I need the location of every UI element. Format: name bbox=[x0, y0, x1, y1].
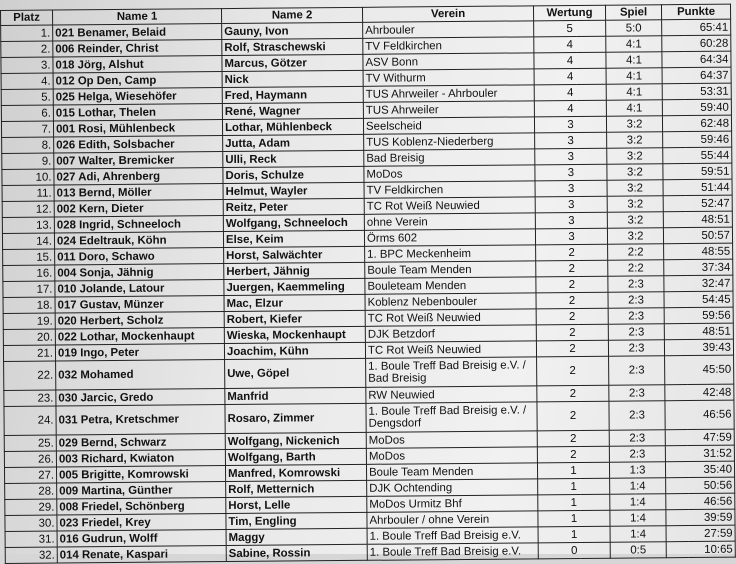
punkte-cell: 54:45 bbox=[664, 291, 733, 308]
punkte-cell: 50:56 bbox=[666, 477, 735, 494]
verein-line: Bad Breisig bbox=[366, 151, 425, 165]
spiel-cell: 5:0 bbox=[606, 20, 662, 36]
platz-cell: 6. bbox=[1, 105, 53, 121]
punkte-cell: 39:59 bbox=[666, 509, 735, 526]
name1-cell: 019 Ingo, Peter bbox=[55, 344, 224, 361]
name1-cell: 003 Richard, Kwiaton bbox=[56, 450, 225, 467]
spiel-cell: 2:2 bbox=[608, 244, 664, 260]
verein-line-2: Bad Breisig bbox=[368, 372, 427, 385]
verein-line: MoDos Urmitz Bhf bbox=[369, 497, 462, 511]
name1-cell: 015 Lothar, Thelen bbox=[53, 104, 222, 121]
header-wertung: Wertung bbox=[533, 5, 605, 21]
punkte-cell: 64:34 bbox=[662, 51, 731, 68]
verein-line: TC Rot Weiß Neuwied bbox=[366, 199, 480, 213]
platz-cell: 18. bbox=[3, 297, 55, 313]
spiel-cell: 3:2 bbox=[607, 228, 663, 244]
wertung-cell: 2 bbox=[536, 260, 608, 277]
spiel-cell: 2:3 bbox=[609, 446, 665, 462]
spiel-cell: 3:2 bbox=[607, 212, 663, 228]
spiel-cell: 2:2 bbox=[608, 260, 664, 276]
name2-cell: Jutta, Adam bbox=[223, 134, 364, 151]
spiel-cell: 3:2 bbox=[607, 148, 663, 164]
verein-line: TUS Ahrweiler bbox=[365, 103, 439, 117]
punkte-cell: 55:44 bbox=[663, 147, 732, 164]
wertung-cell: 3 bbox=[535, 196, 607, 213]
verein-cell bbox=[366, 386, 537, 403]
punkte-cell: 10:65 bbox=[666, 541, 735, 558]
verein-line: TUS Ahrweiler - Ahrbouler bbox=[365, 87, 498, 101]
name2-cell: Doris, Schulze bbox=[223, 166, 364, 183]
platz-cell: 22. bbox=[4, 361, 56, 390]
name1-cell: 017 Gustav, Münzer bbox=[55, 296, 224, 313]
name2-cell: Horst, Lelle bbox=[226, 496, 367, 513]
name2-cell: Helmut, Wayler bbox=[223, 182, 364, 199]
platz-cell: 23. bbox=[4, 390, 56, 406]
name1-cell: 004 Sonja, Jähnig bbox=[55, 264, 224, 281]
header-verein: Verein bbox=[362, 6, 533, 22]
name2-cell: Rolf, Metternich bbox=[226, 480, 367, 497]
name2-cell: Else, Keim bbox=[223, 230, 364, 247]
verein-cell bbox=[363, 21, 534, 38]
name1-cell: 014 Renate, Kaspari bbox=[57, 546, 226, 563]
verein-cell bbox=[367, 527, 538, 544]
verein-line: DJK Ochtending bbox=[369, 481, 453, 495]
verein-line-2: Dengsdorf bbox=[368, 417, 422, 430]
header-platz: Platz bbox=[1, 10, 53, 25]
verein-line: TV Feldkirchen bbox=[366, 183, 444, 197]
name2-cell: René, Wagner bbox=[222, 102, 363, 119]
verein-line: MoDos bbox=[368, 433, 405, 447]
verein-line: Bouleteam Menden bbox=[367, 279, 467, 293]
header-name2: Name 2 bbox=[221, 7, 362, 23]
name1-cell: 030 Jarcic, Gredo bbox=[56, 389, 225, 406]
verein-line: Koblenz Nebenbouler bbox=[367, 295, 478, 309]
name2-cell: Sabine, Rossin bbox=[226, 544, 367, 561]
name2-cell: Juergen, Kaemmeling bbox=[224, 278, 365, 295]
name1-cell: 031 Petra, Kretschmer bbox=[56, 405, 225, 435]
verein-cell bbox=[363, 101, 534, 118]
name1-cell: 008 Friedel, Schönberg bbox=[57, 498, 226, 515]
verein-line: Ahrbouler / ohne Verein bbox=[369, 513, 490, 527]
wertung-cell: 0 bbox=[538, 542, 610, 559]
platz-cell: 4. bbox=[1, 73, 53, 89]
name1-cell: 005 Brigitte, Komrowski bbox=[56, 466, 225, 483]
name2-cell: Fred, Haymann bbox=[222, 86, 363, 103]
name1-cell: 002 Kern, Dieter bbox=[54, 200, 223, 217]
spiel-cell: 3:2 bbox=[607, 196, 663, 212]
verein-line: Örms 602 bbox=[366, 231, 418, 245]
spiel-cell: 1:4 bbox=[610, 478, 666, 494]
verein-cell bbox=[363, 53, 534, 70]
verein-cell bbox=[365, 245, 536, 262]
punkte-cell: 45:50 bbox=[665, 355, 734, 385]
punkte-cell: 47:59 bbox=[665, 429, 734, 446]
verein-cell bbox=[363, 69, 534, 86]
verein-line: TUS Koblenz-Niederberg bbox=[366, 135, 494, 149]
platz-cell: 20. bbox=[3, 329, 55, 345]
spiel-cell: 2:3 bbox=[608, 308, 664, 324]
name2-cell: Rolf, Straschewski bbox=[222, 38, 363, 55]
verein-cell bbox=[365, 325, 536, 342]
spiel-cell: 4:1 bbox=[606, 36, 662, 52]
verein-line: RW Neuwied bbox=[368, 388, 435, 402]
verein-cell bbox=[363, 85, 534, 102]
name1-cell: 009 Martina, Günther bbox=[57, 482, 226, 499]
verein-cell bbox=[365, 261, 536, 278]
results-body bbox=[1, 19, 736, 563]
verein-cell bbox=[364, 149, 535, 166]
spiel-cell: 3:2 bbox=[607, 180, 663, 196]
punkte-cell: 42:48 bbox=[665, 384, 734, 401]
name1-cell: 013 Bernd, Möller bbox=[54, 184, 223, 201]
spiel-cell: 2:3 bbox=[608, 276, 664, 292]
verein-line: 1. Boule Treff Bad Breisig e.V. / bbox=[368, 404, 527, 418]
spiel-cell: 3:2 bbox=[606, 116, 662, 132]
verein-line: 1. Boule Treff Bad Breisig e.V. / bbox=[368, 359, 526, 373]
name2-cell: Maggy bbox=[226, 528, 367, 545]
name1-cell: 021 Benamer, Belaid bbox=[53, 24, 222, 41]
punkte-cell: 52:47 bbox=[663, 195, 732, 212]
name1-cell: 022 Lothar, Mockenhaupt bbox=[55, 328, 224, 345]
punkte-cell: 59:56 bbox=[664, 307, 733, 324]
spiel-cell: 1:4 bbox=[610, 494, 666, 510]
name2-cell: Robert, Kiefer bbox=[224, 310, 365, 327]
header-spiel: Spiel bbox=[605, 5, 661, 20]
platz-cell: 14. bbox=[2, 233, 54, 249]
name1-cell: 023 Friedel, Krey bbox=[57, 514, 226, 531]
verein-cell bbox=[365, 341, 536, 358]
platz-cell: 12. bbox=[2, 201, 54, 217]
punkte-cell: 60:28 bbox=[662, 35, 731, 52]
verein-cell bbox=[365, 293, 536, 310]
platz-cell: 25. bbox=[4, 435, 56, 451]
platz-cell: 26. bbox=[4, 451, 56, 467]
punkte-cell: 64:37 bbox=[662, 67, 731, 84]
punkte-cell: 48:55 bbox=[664, 243, 733, 260]
name1-cell: 024 Edeltrauk, Köhn bbox=[54, 232, 223, 249]
verein-line: MoDos bbox=[366, 167, 403, 181]
verein-line: 1. BPC Meckenheim bbox=[367, 247, 472, 261]
name1-cell: 032 Mohamed bbox=[56, 360, 225, 390]
verein-cell bbox=[367, 495, 538, 512]
punkte-cell: 53:31 bbox=[662, 83, 731, 100]
platz-cell: 1. bbox=[1, 25, 53, 41]
wertung-cell: 5 bbox=[534, 20, 606, 37]
wertung-cell: 3 bbox=[535, 212, 607, 229]
verein-cell bbox=[364, 133, 535, 150]
punkte-cell: 48:51 bbox=[664, 323, 733, 340]
punkte-cell: 32:47 bbox=[664, 275, 733, 292]
name1-cell: 020 Herbert, Scholz bbox=[55, 312, 224, 329]
verein-line: DJK Betzdorf bbox=[367, 327, 436, 341]
name2-cell: Mac, Elzur bbox=[224, 294, 365, 311]
wertung-cell: 4 bbox=[534, 36, 606, 53]
punkte-cell: 39:43 bbox=[664, 339, 733, 356]
wertung-cell: 3 bbox=[535, 164, 607, 181]
spiel-cell: 2:3 bbox=[609, 385, 665, 401]
punkte-cell: 37:34 bbox=[664, 259, 733, 276]
wertung-cell: 2 bbox=[536, 308, 608, 325]
verein-line: 1. Boule Treff Bad Breisig e.V. bbox=[369, 544, 522, 559]
platz-cell: 24. bbox=[4, 406, 56, 435]
name1-cell: 029 Bernd, Schwarz bbox=[56, 434, 225, 451]
wertung-cell: 2 bbox=[536, 292, 608, 309]
name2-cell: Manfrid bbox=[225, 387, 366, 404]
verein-line: TC Rot Weiß Neuwied bbox=[367, 343, 482, 357]
wertung-cell: 1 bbox=[538, 478, 610, 495]
verein-line: ASV Bonn bbox=[365, 55, 419, 69]
name1-cell: 001 Rosi, Mühlenbeck bbox=[53, 120, 222, 137]
spiel-cell: 4:1 bbox=[606, 68, 662, 84]
wertung-cell: 2 bbox=[537, 401, 609, 431]
punkte-cell: 46:56 bbox=[665, 400, 734, 430]
wertung-cell: 4 bbox=[534, 68, 606, 85]
name2-cell: Marcus, Götzer bbox=[222, 54, 363, 71]
platz-cell: 27. bbox=[4, 467, 56, 483]
spiel-cell: 2:3 bbox=[609, 430, 665, 446]
platz-cell: 32. bbox=[5, 547, 57, 563]
name2-cell: Wolfgang, Nickenich bbox=[225, 432, 366, 449]
name1-cell: 011 Doro, Schawo bbox=[55, 248, 224, 265]
punkte-cell: 65:41 bbox=[662, 19, 731, 36]
name2-cell: Joachim, Kühn bbox=[224, 342, 365, 359]
verein-cell bbox=[365, 277, 536, 294]
verein-cell bbox=[366, 431, 537, 448]
spiel-cell: 4:1 bbox=[606, 84, 662, 100]
name2-cell: Herbert, Jähnig bbox=[224, 262, 365, 279]
name2-cell: Gauny, Ivon bbox=[222, 22, 363, 39]
platz-cell: 30. bbox=[5, 515, 57, 531]
platz-cell: 9. bbox=[2, 153, 54, 169]
verein-cell bbox=[366, 357, 537, 387]
platz-cell: 31. bbox=[5, 531, 57, 547]
name2-cell: Nick bbox=[222, 70, 363, 87]
verein-line: Ahrbouler bbox=[365, 23, 415, 37]
name1-cell: 025 Helga, Wiesehöfer bbox=[53, 88, 222, 105]
wertung-cell: 2 bbox=[536, 276, 608, 293]
name1-cell: 010 Jolande, Latour bbox=[55, 280, 224, 297]
verein-cell bbox=[366, 402, 537, 432]
name2-cell: Ulli, Reck bbox=[223, 150, 364, 167]
verein-line: TV Feldkirchen bbox=[365, 39, 442, 53]
header-name1: Name 1 bbox=[53, 9, 222, 25]
name2-cell: Wolfgang, Schneeloch bbox=[223, 214, 364, 231]
platz-cell: 28. bbox=[5, 483, 57, 499]
verein-line: 1. Boule Treff Bad Breisig e.V. bbox=[369, 528, 521, 543]
wertung-cell: 2 bbox=[537, 356, 609, 386]
spiel-cell: 2:3 bbox=[609, 401, 665, 430]
results-table bbox=[0, 4, 736, 564]
platz-cell: 17. bbox=[3, 281, 55, 297]
platz-cell: 7. bbox=[1, 121, 53, 137]
verein-cell bbox=[363, 117, 534, 134]
spiel-cell: 3:2 bbox=[607, 132, 663, 148]
wertung-cell: 4 bbox=[534, 100, 606, 117]
name1-cell: 007 Walter, Bremicker bbox=[54, 152, 223, 169]
punkte-cell: 62:48 bbox=[662, 115, 731, 132]
wertung-cell: 1 bbox=[537, 462, 609, 479]
spiel-cell: 2:3 bbox=[609, 356, 665, 385]
punkte-cell: 50:57 bbox=[663, 227, 732, 244]
spiel-cell: 2:3 bbox=[608, 292, 664, 308]
spiel-cell: 1:3 bbox=[609, 462, 665, 478]
wertung-cell: 3 bbox=[535, 228, 607, 245]
name2-cell: Reitz, Peter bbox=[223, 198, 364, 215]
spiel-cell: 1:4 bbox=[610, 510, 666, 526]
wertung-cell: 1 bbox=[538, 494, 610, 511]
header-punkte: Punkte bbox=[661, 4, 730, 20]
name2-cell: Rosaro, Zimmer bbox=[225, 403, 366, 433]
platz-cell: 3. bbox=[1, 57, 53, 73]
wertung-cell: 2 bbox=[536, 324, 608, 341]
verein-cell bbox=[364, 181, 535, 198]
punkte-cell: 48:51 bbox=[663, 211, 732, 228]
platz-cell: 29. bbox=[5, 499, 57, 515]
name1-cell: 028 Ingrid, Schneeloch bbox=[54, 216, 223, 233]
wertung-cell: 3 bbox=[535, 148, 607, 165]
wertung-cell: 4 bbox=[534, 84, 606, 101]
wertung-cell: 2 bbox=[537, 430, 609, 447]
verein-line: TV Withurm bbox=[365, 71, 426, 85]
spiel-cell: 3:2 bbox=[607, 164, 663, 180]
platz-cell: 11. bbox=[2, 185, 54, 201]
punkte-cell: 59:46 bbox=[663, 131, 732, 148]
wertung-cell: 3 bbox=[534, 116, 606, 133]
verein-cell bbox=[365, 309, 536, 326]
spiel-cell: 2:3 bbox=[608, 340, 664, 356]
name2-cell: Manfred, Komrowski bbox=[225, 464, 366, 481]
name1-cell: 006 Reinder, Christ bbox=[53, 40, 222, 57]
name1-cell: 027 Adi, Ahrenberg bbox=[54, 168, 223, 185]
wertung-cell: 3 bbox=[535, 132, 607, 149]
verein-cell bbox=[364, 197, 535, 214]
wertung-cell: 2 bbox=[537, 385, 609, 402]
wertung-cell: 2 bbox=[536, 340, 608, 357]
verein-cell bbox=[364, 165, 535, 182]
name2-cell: Tim, Engling bbox=[226, 512, 367, 529]
spiel-cell: 0:5 bbox=[610, 542, 666, 558]
punkte-cell: 27:59 bbox=[666, 525, 735, 542]
punkte-cell: 31:52 bbox=[665, 445, 734, 462]
verein-cell bbox=[364, 213, 535, 230]
name2-cell: Wieska, Mockenhaupt bbox=[224, 326, 365, 343]
platz-cell: 13. bbox=[2, 217, 54, 233]
name1-cell: 012 Op Den, Camp bbox=[53, 72, 222, 89]
name1-cell: 018 Jörg, Alshut bbox=[53, 56, 222, 73]
platz-cell: 10. bbox=[2, 169, 54, 185]
wertung-cell: 3 bbox=[535, 180, 607, 197]
platz-cell: 16. bbox=[3, 265, 55, 281]
spiel-cell: 4:1 bbox=[606, 52, 662, 68]
spiel-cell: 1:4 bbox=[610, 526, 666, 542]
verein-line: Boule Team Menden bbox=[368, 465, 474, 479]
platz-cell: 8. bbox=[2, 137, 54, 153]
wertung-cell: 1 bbox=[538, 510, 610, 527]
verein-cell bbox=[363, 37, 534, 54]
verein-cell bbox=[367, 511, 538, 528]
punkte-cell: 35:40 bbox=[665, 461, 734, 478]
spiel-cell: 2:3 bbox=[608, 324, 664, 340]
name2-cell: Horst, Salwächter bbox=[224, 246, 365, 263]
verein-line: MoDos bbox=[368, 449, 406, 463]
platz-cell: 2. bbox=[1, 41, 53, 57]
punkte-cell: 59:40 bbox=[662, 99, 731, 116]
verein-line: Boule Team Menden bbox=[367, 263, 472, 277]
platz-cell: 21. bbox=[3, 345, 55, 361]
wertung-cell: 2 bbox=[536, 244, 608, 261]
name2-cell: Wolfgang, Barth bbox=[225, 448, 366, 465]
verein-cell bbox=[367, 479, 538, 496]
verein-line: TC Rot Weiß Neuwied bbox=[367, 311, 481, 325]
punkte-cell: 59:51 bbox=[663, 163, 732, 180]
verein-line: ohne Verein bbox=[366, 215, 428, 229]
platz-cell: 15. bbox=[3, 249, 55, 265]
name1-cell: 026 Edith, Solsbacher bbox=[54, 136, 223, 153]
wertung-cell: 2 bbox=[537, 446, 609, 463]
punkte-cell: 46:56 bbox=[666, 493, 735, 510]
verein-cell bbox=[366, 463, 537, 480]
verein-cell bbox=[367, 543, 538, 560]
spiel-cell: 4:1 bbox=[606, 100, 662, 116]
platz-cell: 19. bbox=[3, 313, 55, 329]
punkte-cell: 51:44 bbox=[663, 179, 732, 196]
name2-cell: Uwe, Göpel bbox=[225, 358, 366, 388]
verein-cell bbox=[366, 447, 537, 464]
wertung-cell: 4 bbox=[534, 52, 606, 69]
name1-cell: 016 Gudrun, Wolff bbox=[57, 530, 226, 547]
name2-cell: Lothar, Mühlenbeck bbox=[222, 118, 363, 135]
verein-cell bbox=[364, 229, 535, 246]
verein-line: Seelscheid bbox=[365, 119, 422, 133]
wertung-cell: 1 bbox=[538, 526, 610, 543]
platz-cell: 5. bbox=[1, 89, 53, 105]
